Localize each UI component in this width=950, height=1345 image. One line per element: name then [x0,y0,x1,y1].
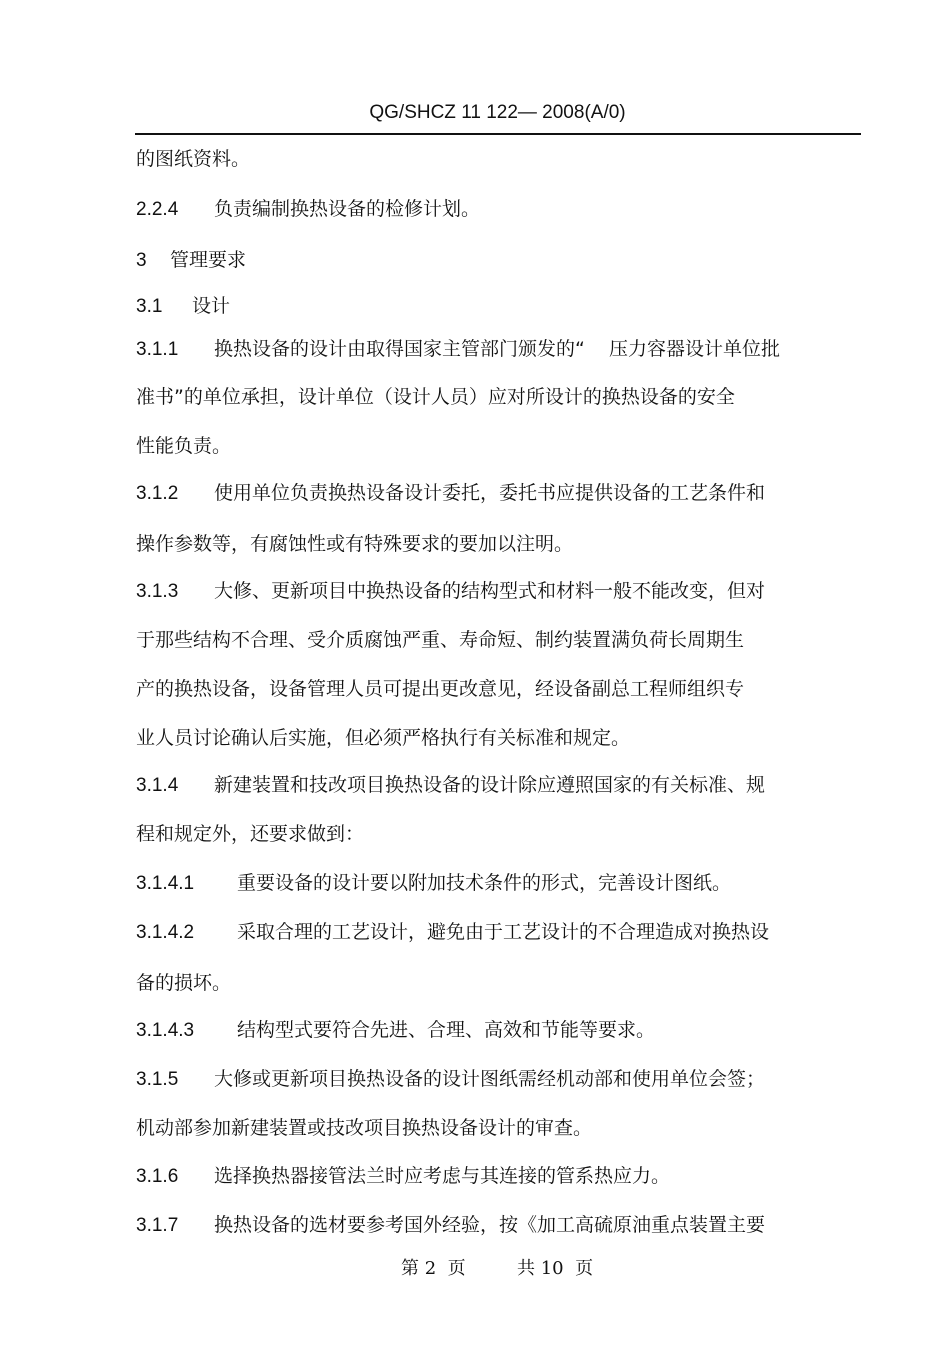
line-text: 准书”的单位承担，设计单位（设计人员）应对所设计的换热设备的安全 [136,386,735,408]
text-line [136,434,231,458]
line-text: 大修或更新项目换热设备的设计图纸需经机动部和使用单位会签； [214,1068,766,1090]
line-text: 换热设备的设计由取得国家主管部门颁发的“ 压力容器设计单位批 [214,338,781,360]
text-line [136,871,731,896]
line-text: 于那些结构不合理、受介质腐蚀严重、寿命短、制约装置满负荷长周期生 [136,629,745,651]
line-text: 结构型式要符合先进、合理、高效和节能等要求。 [237,1019,656,1041]
text-line [136,294,230,319]
line-text: 重要设备的设计要以附加技术条件的形式，完善设计图纸。 [237,872,732,894]
line-text: 换热设备的选材要参考国外经验，按《加工高硫原油重点装置主要 [214,1214,766,1236]
clause-number: 3.1.4.2 [136,922,195,943]
text-line [136,337,780,362]
text-line [136,385,735,409]
clause-number: 3.1.3 [136,581,179,602]
line-text: 操作参数等，有腐蚀性或有特殊要求的要加以注明。 [136,533,574,555]
text-line [136,1018,655,1043]
line-text: 设计 [192,295,231,317]
text-line [136,971,231,995]
line-text: 程和规定外，还要求做到： [136,823,365,845]
clause-number: 3.1 [136,296,163,317]
text-line [136,147,250,171]
line-text: 备的损坏。 [136,972,232,994]
line-text: 业人员讨论确认后实施，但必须严格执行有关标准和规定。 [136,727,631,749]
text-line [136,1116,592,1140]
line-text: 采取合理的工艺设计，避免由于工艺设计的不合理造成对换热设 [237,921,770,943]
line-text: 产的换热设备，设备管理人员可提出更改意见，经设备副总工程师组织专 [136,678,745,700]
text-line [136,726,630,750]
clause-number: 2.2.4 [136,199,179,220]
line-text: 大修、更新项目中换热设备的结构型式和材料一般不能改变，但对 [214,580,766,602]
line-text: 的图纸资料。 [136,148,251,170]
text-line [136,822,364,846]
header-rule [135,133,861,135]
clause-number: 3.1.2 [136,483,179,504]
line-text: 负责编制换热设备的检修计划。 [214,198,481,220]
section-heading [136,248,246,273]
line-text: 管理要求 [170,249,247,271]
line-text: 性能负责。 [136,435,232,457]
clause-number: 3.1.7 [136,1215,179,1236]
clause-number: 3.1.4.1 [136,873,195,894]
line-text: 新建装置和技改项目换热设备的设计除应遵照国家的有关标准、规 [214,774,766,796]
clause-number: 3.1.5 [136,1069,179,1090]
line-text: 机动部参加新建装置或技改项目换热设备设计的审查。 [136,1117,593,1139]
text-line [136,677,744,701]
page-number: 第 2 页 [401,1258,466,1279]
total-pages: 共 10 页 [517,1258,594,1279]
text-line [136,481,765,506]
text-line [136,1067,765,1092]
text-line [136,197,480,222]
clause-number: 3.1.6 [136,1166,179,1187]
document-code-header: QG/SHCZ 11 122— 2008(A/0) [369,102,626,123]
clause-number: 3.1.4.3 [136,1020,195,1041]
line-text: 选择换热器接管法兰时应考虑与其连接的管系热应力。 [214,1165,671,1187]
text-line [136,920,769,945]
text-line [136,532,573,556]
clause-number: 3 [136,250,147,271]
line-text: 使用单位负责换热设备设计委托，委托书应提供设备的工艺条件和 [214,482,766,504]
text-line [136,1213,765,1238]
clause-number: 3.1.1 [136,339,179,360]
clause-number: 3.1.4 [136,775,179,796]
text-line [136,628,744,652]
text-line [136,773,765,798]
text-line [136,1164,670,1189]
text-line [136,579,765,604]
